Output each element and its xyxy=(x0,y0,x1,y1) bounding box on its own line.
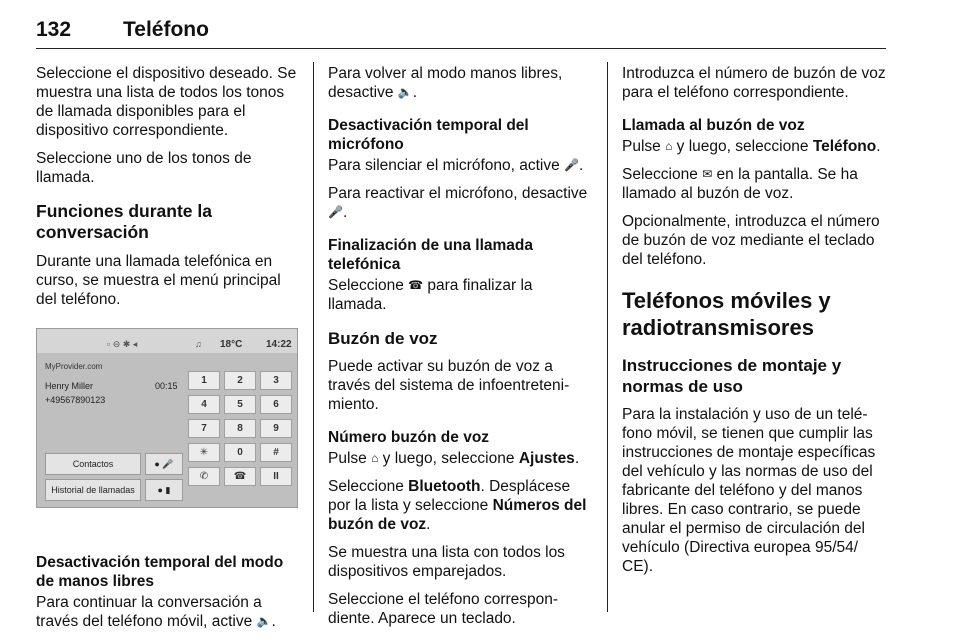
key: 9 xyxy=(260,419,292,438)
paragraph: Seleccione el dispositivo deseado. Se muestra una lista de todos los tonos de llamada disponibles para el dispositivo correspondiente. xyxy=(36,65,297,139)
column-1 xyxy=(36,64,298,640)
key: 2 xyxy=(224,371,256,390)
paragraph: Se muestra una lista con todos los dispositivos emparejados. xyxy=(328,544,565,580)
paragraph: Seleccione ☎ para finalizar la llamada. xyxy=(328,277,533,313)
paragraph: Para la instalación y uso de un telé- fono móvil, se tienen que cumplir las instrucciones de montaje específicas del vehículo y las normas de uso del fabricante del teléfono y del manos libres. En caso contrario, se puede anular el permiso de circulación del vehículo (Directiva europea 95/54/ CE). xyxy=(622,406,876,575)
column-divider-1 xyxy=(313,62,314,612)
key: 5 xyxy=(224,395,256,414)
paragraph: Seleccione el teléfono correspon- diente. Aparece un teclado. xyxy=(328,591,559,627)
key: 8 xyxy=(224,419,256,438)
mic-icon: 🎤 xyxy=(328,205,343,219)
heading-instrucciones-montaje: Instrucciones de montaje y normas de uso xyxy=(622,356,842,396)
paragraph: Para volver al modo manos libres, desactive 🔈. xyxy=(328,65,563,101)
key: 4 xyxy=(188,395,220,414)
key: II xyxy=(260,467,292,486)
key: 0 xyxy=(224,443,256,462)
screen-mic-mute-icon: ● 🎤 xyxy=(145,453,183,475)
paragraph: Pulse ⌂ y luego, seleccione Teléfono. xyxy=(622,138,881,155)
screen-time: 14:22 xyxy=(266,339,292,350)
paragraph: Seleccione Bluetooth. Desplácese por la lista y seleccione Números del buzón de voz. xyxy=(328,478,587,533)
screen-caller-number: +49567890123 xyxy=(45,395,106,405)
section-title: Teléfono xyxy=(123,18,209,41)
page-header xyxy=(36,8,886,48)
heading-buzon-de-voz: Buzón de voz xyxy=(328,329,438,348)
screen-handset-icon: ● ▮ xyxy=(145,479,183,501)
home-icon: ⌂ xyxy=(665,139,673,153)
key: 1 xyxy=(188,371,220,390)
screen-temperature: 18°C xyxy=(220,339,243,350)
handset-icon: 🔈 xyxy=(397,85,413,99)
paragraph: Seleccione uno de los tonos de llamada. xyxy=(36,150,252,186)
paragraph: Pulse ⌂ y luego, seleccione Ajustes. xyxy=(328,450,580,467)
paragraph: Para continuar la conversación a través del teléfono móvil, active 🔈. xyxy=(36,594,276,630)
paragraph: Para silenciar el micrófono, active 🎤. xyxy=(328,157,584,174)
key: 7 xyxy=(188,419,220,438)
paragraph: Opcionalmente, introduzca el número de buzón de voz mediante el teclado del teléfono. xyxy=(622,213,880,268)
key: # xyxy=(260,443,292,462)
screen-history-button: Historial de llamadas xyxy=(45,479,141,501)
key: 3 xyxy=(260,371,292,390)
heading-numero-buzon: Número buzón de voz xyxy=(328,429,490,446)
end-call-icon: ☎ xyxy=(408,278,424,292)
screen-call-duration: 00:15 xyxy=(155,381,178,391)
status-icons: ▫ ⊖ ✱ ◂ xyxy=(107,339,138,349)
column-2 xyxy=(328,64,594,637)
music-icon: ♫ xyxy=(195,339,202,349)
phone-screen-image xyxy=(36,328,298,508)
handset-icon: 🔈 xyxy=(256,614,272,628)
heading-finalizacion-llamada: Finalización de una llamada telefónica xyxy=(328,237,533,273)
screen-status-bar xyxy=(37,329,297,353)
paragraph: Para reactivar el micrófono, desactive 🎤. xyxy=(328,185,588,221)
heading-llamada-buzon: Llamada al buzón de voz xyxy=(622,117,805,134)
key: ☎ xyxy=(224,467,256,486)
screen-caller-name: Henry Miller xyxy=(45,381,94,391)
key: ✳ xyxy=(188,443,220,462)
home-icon: ⌂ xyxy=(371,451,379,465)
heading-telefonos-moviles: Teléfonos móviles y radiotransmisores xyxy=(622,288,831,340)
heading-desactivacion-microfono: Desactivación temporal del micrófono xyxy=(328,117,529,153)
paragraph: Puede activar su buzón de voz a través del sistema de infoentreteni- miento. xyxy=(328,358,570,413)
mic-icon: 🎤 xyxy=(564,158,580,172)
key: ✆ xyxy=(188,467,220,486)
screen-provider: MyProvider.com xyxy=(45,362,103,371)
paragraph: Durante una llamada telefónica en curso, se muestra el menú principal del teléfono. xyxy=(36,253,281,308)
paragraph: Introduzca el número de buzón de voz para el teléfono correspondiente. xyxy=(622,65,886,101)
key: 6 xyxy=(260,395,292,414)
voicemail-icon: ✉ xyxy=(702,167,713,181)
header-rule xyxy=(36,48,886,49)
screen-contacts-button: Contactos xyxy=(45,453,141,475)
column-3 xyxy=(622,64,890,585)
heading-funciones: Funciones durante la conversación xyxy=(36,201,212,242)
page-number: 132 xyxy=(36,18,72,41)
column-divider-2 xyxy=(607,62,608,612)
paragraph: Seleccione ✉ en la pantalla. Se ha llamado al buzón de voz. xyxy=(622,166,858,202)
heading-desactivacion-manos-libres: Desactivación temporal del modo de manos libres xyxy=(36,554,284,590)
